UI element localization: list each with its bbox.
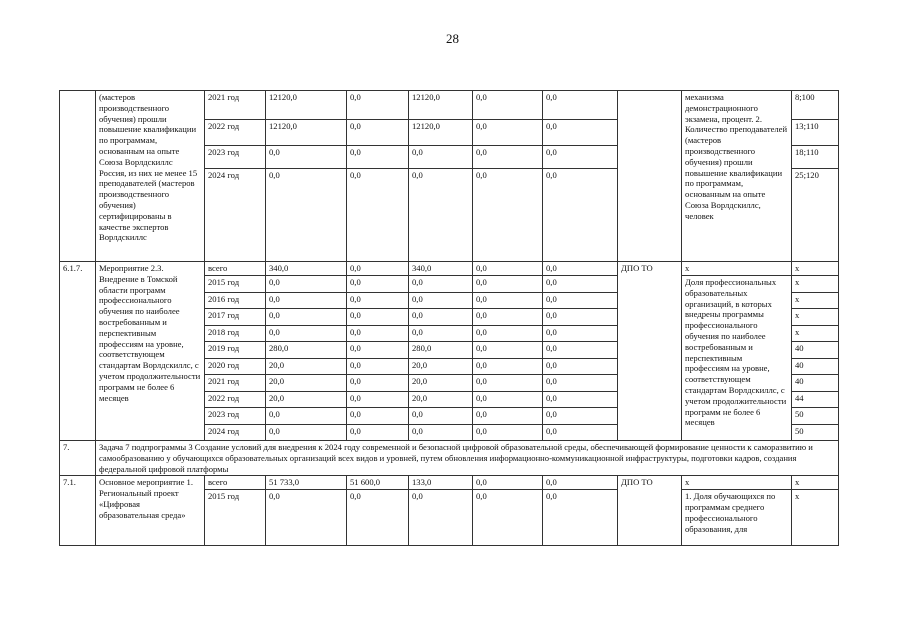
- value-cell: 0,0: [473, 146, 543, 169]
- value-cell: 0,0: [347, 120, 409, 146]
- value-cell: 0,0: [347, 424, 409, 441]
- value-cell: 0,0: [347, 146, 409, 169]
- value-cell: 0,0: [266, 408, 347, 425]
- row-number-cell: [60, 91, 96, 262]
- target-value: 13;110: [792, 120, 839, 146]
- value-cell: 280,0: [266, 342, 347, 359]
- value-cell: 0,0: [543, 342, 618, 359]
- value-cell: 0,0: [543, 91, 618, 120]
- year-cell: 2019 год: [205, 342, 266, 359]
- value-cell: 0,0: [347, 490, 409, 546]
- value-cell: 0,0: [543, 276, 618, 293]
- year-cell: 2016 год: [205, 292, 266, 309]
- year-cell: 2017 год: [205, 309, 266, 326]
- value-cell: 0,0: [473, 375, 543, 392]
- value-cell: 0,0: [543, 408, 618, 425]
- year-cell: всего: [205, 476, 266, 490]
- value-cell: 0,0: [347, 309, 409, 326]
- year-cell: 2021 год: [205, 375, 266, 392]
- value-cell: 0,0: [543, 476, 618, 490]
- year-cell: 2022 год: [205, 120, 266, 146]
- value-cell: 0,0: [347, 276, 409, 293]
- target-value: 50: [792, 408, 839, 425]
- value-cell: 0,0: [543, 309, 618, 326]
- target-value: 8;100: [792, 91, 839, 120]
- indicator-description: Доля профессиональных образовательных организаций, в которых внедрены программы профессионального обучения по наиболее востребованным и перспективным профессиям на уровне, соответствующем стандартам Ворлдскиллс, с учетом продолжительности программ не более 6 месяцев: [682, 276, 792, 441]
- value-cell: 0,0: [266, 424, 347, 441]
- value-cell: 0,0: [347, 325, 409, 342]
- value-cell: 0,0: [473, 358, 543, 375]
- year-cell: 2021 год: [205, 91, 266, 120]
- value-cell: 0,0: [543, 120, 618, 146]
- table-row: [60, 441, 839, 476]
- task-description: Задача 7 подпрограммы 3 Создание условий для внедрения к 2024 году современной и безопасной цифровой образовательной среды, обеспечивающей формирование ценности к саморазвитию и самообразованию у обучающихся образовательных организаций всех видов и уровней, путем обновления информационно-коммуникационной инфраструктуры, подготовки кадров, создания федеральной цифровой платформы: [96, 441, 839, 476]
- value-cell: 51 600,0: [347, 476, 409, 490]
- target-value: 40: [792, 358, 839, 375]
- value-cell: 0,0: [347, 91, 409, 120]
- value-cell: 0,0: [543, 169, 618, 262]
- target-value: 25;120: [792, 169, 839, 262]
- value-cell: 0,0: [473, 342, 543, 359]
- executor-cell: ДПО ТО: [618, 262, 682, 441]
- target-value: x: [792, 292, 839, 309]
- value-cell: 0,0: [543, 146, 618, 169]
- target-value: x: [792, 276, 839, 293]
- value-cell: 0,0: [409, 292, 473, 309]
- value-cell: 0,0: [409, 325, 473, 342]
- measure-description: Основное мероприятие 1. Региональный проект «Цифровая образовательная среда»: [96, 476, 205, 546]
- value-cell: 0,0: [543, 424, 618, 441]
- value-cell: 0,0: [543, 375, 618, 392]
- value-cell: 0,0: [266, 325, 347, 342]
- row-number-cell: 7.: [60, 441, 96, 476]
- target-value: 44: [792, 391, 839, 408]
- value-cell: 0,0: [347, 262, 409, 276]
- target-value: x: [792, 490, 839, 546]
- value-cell: 0,0: [473, 276, 543, 293]
- value-cell: 0,0: [409, 146, 473, 169]
- row-number-cell: 6.1.7.: [60, 262, 96, 441]
- year-cell: 2018 год: [205, 325, 266, 342]
- year-cell: 2015 год: [205, 276, 266, 293]
- value-cell: 0,0: [347, 292, 409, 309]
- value-cell: 0,0: [473, 408, 543, 425]
- target-value: 18;110: [792, 146, 839, 169]
- year-cell: 2024 год: [205, 424, 266, 441]
- value-cell: 51 733,0: [266, 476, 347, 490]
- value-cell: 20,0: [266, 358, 347, 375]
- indicator-description: 1. Доля обучающихся по программам среднего профессионального образования, для: [682, 490, 792, 546]
- year-cell: 2023 год: [205, 146, 266, 169]
- value-cell: 340,0: [409, 262, 473, 276]
- value-cell: 0,0: [409, 424, 473, 441]
- value-cell: 12120,0: [409, 120, 473, 146]
- value-cell: 0,0: [266, 146, 347, 169]
- executor-cell: ДПО ТО: [618, 476, 682, 546]
- value-cell: 0,0: [473, 262, 543, 276]
- value-cell: 0,0: [473, 91, 543, 120]
- value-cell: 0,0: [543, 490, 618, 546]
- value-cell: 0,0: [266, 490, 347, 546]
- value-cell: 133,0: [409, 476, 473, 490]
- value-cell: 280,0: [409, 342, 473, 359]
- value-cell: 20,0: [266, 391, 347, 408]
- value-cell: 0,0: [347, 391, 409, 408]
- value-cell: 0,0: [409, 309, 473, 326]
- indicator-cell: x: [682, 476, 792, 490]
- target-value: x: [792, 309, 839, 326]
- target-value: 40: [792, 342, 839, 359]
- year-cell: 2022 год: [205, 391, 266, 408]
- value-cell: 0,0: [473, 325, 543, 342]
- value-cell: 20,0: [409, 391, 473, 408]
- value-cell: 12120,0: [266, 120, 347, 146]
- value-cell: 0,0: [347, 408, 409, 425]
- measure-description: (мастеров производственного обучения) прошли повышение квалификации по программам, основанным на опыте Союза Ворлдскиллс Россия, из них не менее 15 преподавателей (мастеров производственного обучения) сертифицированы в качестве экспертов Ворлдскиллс: [96, 91, 205, 262]
- year-cell: 2023 год: [205, 408, 266, 425]
- value-cell: 12120,0: [266, 91, 347, 120]
- value-cell: 0,0: [347, 358, 409, 375]
- indicator-description: механизма демонстрационного экзамена, процент. 2. Количество преподавателей (мастеров производственного обучения) прошли повышение квалификации по программам, основанным на опыте Союза Ворлдскиллс, человек: [682, 91, 792, 262]
- value-cell: 0,0: [266, 309, 347, 326]
- table-row: [60, 476, 839, 490]
- year-cell: всего: [205, 262, 266, 276]
- value-cell: 0,0: [473, 424, 543, 441]
- target-value: x: [792, 476, 839, 490]
- value-cell: 0,0: [347, 375, 409, 392]
- value-cell: 0,0: [473, 476, 543, 490]
- value-cell: 0,0: [543, 391, 618, 408]
- value-cell: 0,0: [543, 292, 618, 309]
- row-number-cell: 7.1.: [60, 476, 96, 546]
- table-row: [60, 262, 839, 276]
- target-value: x: [792, 262, 839, 276]
- value-cell: 0,0: [473, 292, 543, 309]
- value-cell: 0,0: [409, 490, 473, 546]
- value-cell: 20,0: [409, 375, 473, 392]
- value-cell: 0,0: [543, 358, 618, 375]
- table-row: [60, 91, 839, 120]
- indicator-cell: x: [682, 262, 792, 276]
- value-cell: 0,0: [543, 325, 618, 342]
- value-cell: 0,0: [266, 169, 347, 262]
- value-cell: 0,0: [543, 262, 618, 276]
- value-cell: 0,0: [473, 391, 543, 408]
- value-cell: 0,0: [409, 408, 473, 425]
- program-table: [59, 90, 839, 546]
- value-cell: 0,0: [473, 120, 543, 146]
- value-cell: 0,0: [409, 169, 473, 262]
- target-value: x: [792, 325, 839, 342]
- measure-description: Мероприятие 2.3. Внедрение в Томской области программ профессионального обучения по наиболее востребованным и перспективным профессиям на уровне, соответствующем стандартам Ворлдскиллс, с учетом продолжительности программ не более 6 месяцев: [96, 262, 205, 441]
- value-cell: 340,0: [266, 262, 347, 276]
- value-cell: 0,0: [266, 276, 347, 293]
- value-cell: 0,0: [266, 292, 347, 309]
- value-cell: 20,0: [409, 358, 473, 375]
- target-value: 50: [792, 424, 839, 441]
- value-cell: 0,0: [347, 342, 409, 359]
- target-value: 40: [792, 375, 839, 392]
- value-cell: 0,0: [473, 309, 543, 326]
- value-cell: 12120,0: [409, 91, 473, 120]
- year-cell: 2024 год: [205, 169, 266, 262]
- value-cell: 20,0: [266, 375, 347, 392]
- year-cell: 2015 год: [205, 490, 266, 546]
- value-cell: 0,0: [473, 490, 543, 546]
- value-cell: 0,0: [347, 169, 409, 262]
- executor-cell: [618, 91, 682, 262]
- year-cell: 2020 год: [205, 358, 266, 375]
- value-cell: 0,0: [473, 169, 543, 262]
- page-number: 28: [446, 31, 459, 46]
- value-cell: 0,0: [409, 276, 473, 293]
